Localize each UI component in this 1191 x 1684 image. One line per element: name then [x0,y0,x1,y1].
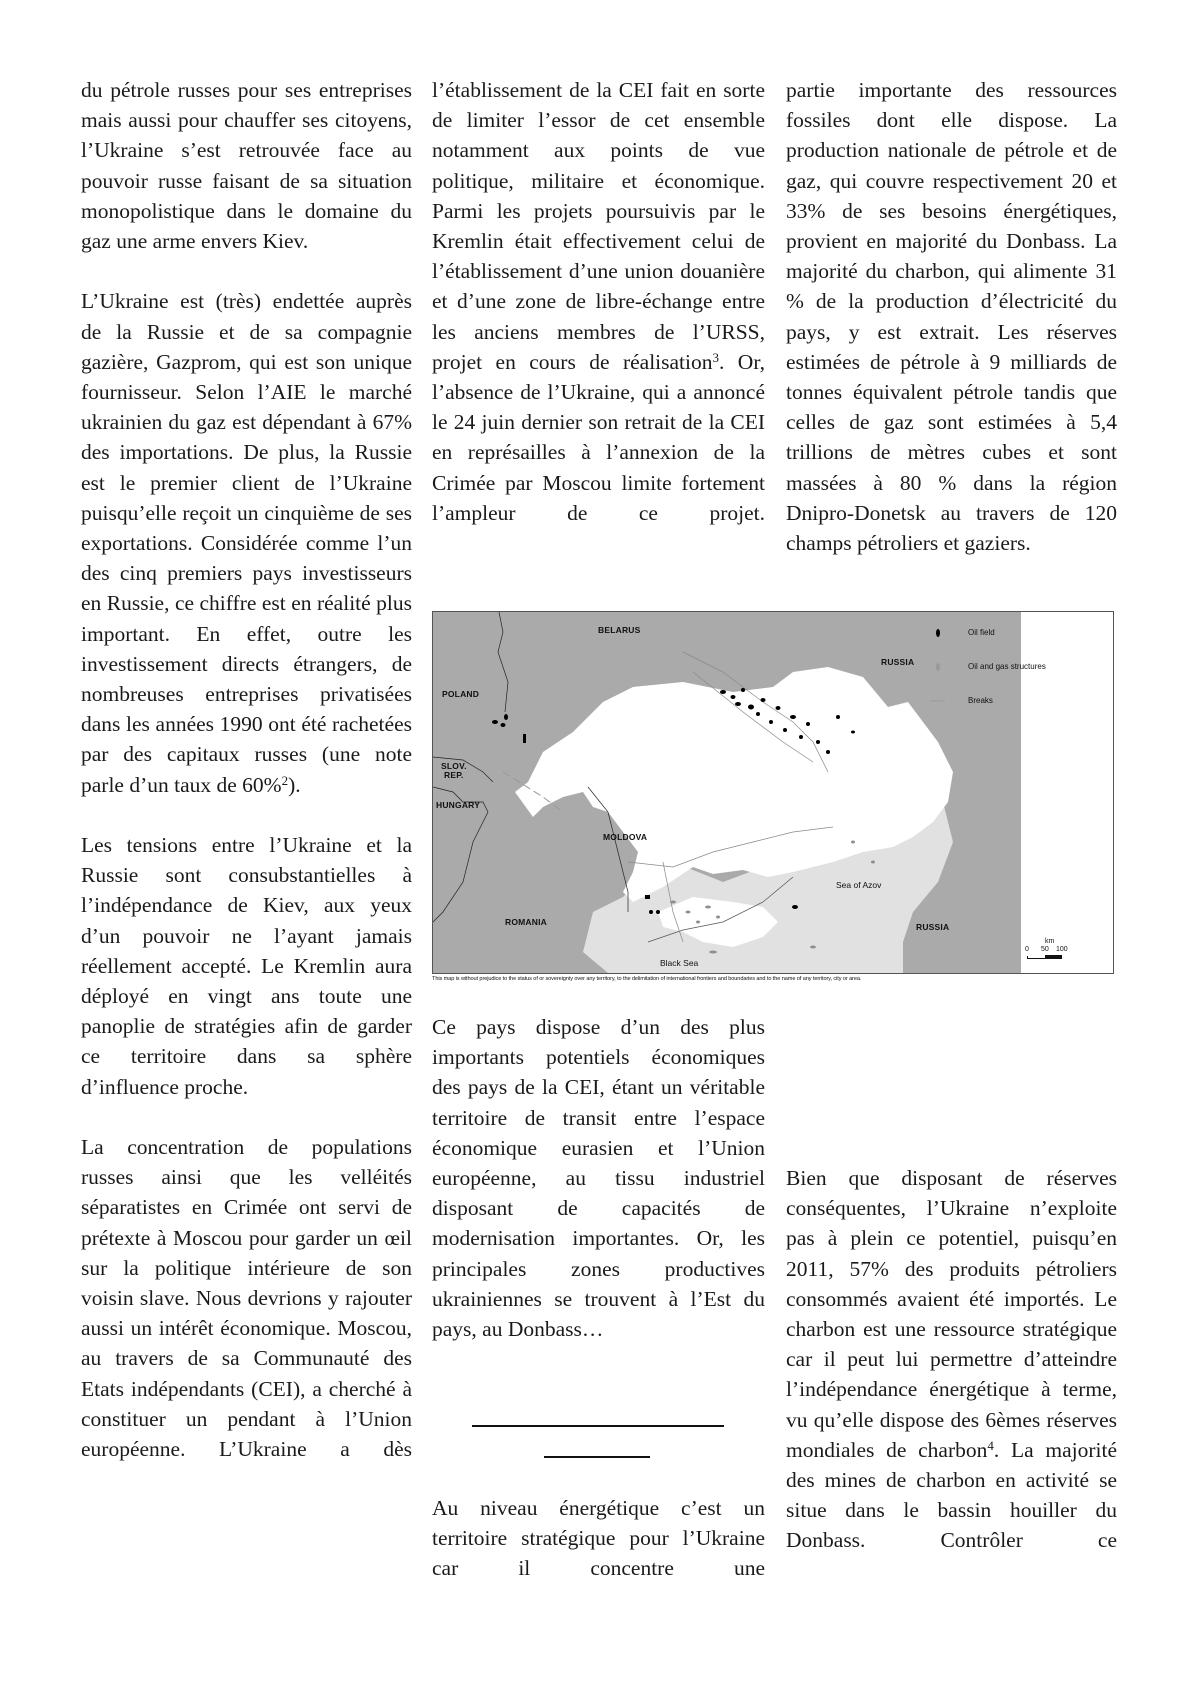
scale-bar [1025,938,1085,968]
paragraph-debt-gazprom: L’Ukraine est (très) endettée auprès de la Russie et de sa compagnie gazière, Gazprom, qui est son unique fournisseur. Selon l’AIE le marché ukrainien du gaz est dépendant à 67% des importations. De plus, la Russie est le premier client de l’Ukraine puisqu’elle reçoit un cinquième de ses exportations. Considérée comme l’un des cinq premiers pays investisseurs en Russie, ce chiffre est en réalité plus important. En effet, outre les investissement directs étrangers, de nombreuses entreprises privatisées dans les années 1990 ont été rachetées par des capitaux russes (une note parle d’un taux de 60%$^2$). [81,289,412,797]
paragraph-crimea-cei: La concentration de populations russes ainsi que les velléités séparatistes en Crimée ont servi de prétexte à Moscou pour garder un œil sur la politique intérieure de son voisin slave. Nous devrions y rajouter aussi un intérêt économique. Moscou, au travers de sa Communauté des Etats indépendants (CEI), a cherché à constituer un pendant à l’Union européenne. L’Ukraine a dès [81,1135,412,1462]
scale-tick-50: 50 [1041,946,1049,953]
label-hungary: HUNGARY [436,800,481,810]
footnote-ref-4[interactable]: 4 [987,1437,994,1453]
label-black-sea: Black Sea [660,958,699,968]
scale-bar-white [1027,956,1046,959]
middle-column-top [432,75,765,528]
label-poland: POLAND [442,689,480,699]
paragraph-fossil-resources: partie importante des ressources fossiles dont elle dispose. La production nationale de pétrole et de gaz, qui couvre respectivement 20 et 33% de ses besoins énergétiques, provient en majorité du Donbass. La majorité du charbon, qui alimente 31 % de la production d’électricité du pays, y est extrait. Les réserves estimées de pétrole à 9 milliards de tonnes équivalent pétrole tandis que celles de gaz sont estimées à 5,4 trillions de mètres cubes et sont massées à 80 % dans la région Dnipro-Donetsk au travers de 120 champs pétroliers et gaziers. [786,78,1117,556]
label-slovakia: SLOV. REP. [441,761,467,780]
middle-column-bottom [432,1012,765,1344]
ukraine-oil-gas-map [432,611,1114,974]
right-column-bottom [786,1163,1117,1556]
section-divider-long [472,1425,724,1427]
scale-tick-0: 0 [1025,946,1029,953]
right-column-top [786,75,1117,558]
footnote-ref-3[interactable]: 3 [712,349,720,365]
paragraph-customs-union: l’établissement de la CEI fait en sorte de limiter l’essor de cet ensemble notamment aux points de vue politique, militaire et économique. Parmi les projets poursuivis par le Kremlin était effectivement celui de l’établissement d’une union douanière et d’une zone de libre-échange entre les anciens membres de l’URSS, projet en cours de réalisation$^3$. Or, l’absence de l’Ukraine, qui a annoncé le 24 juin dernier son retrait de la CEI en représailles à l’annexion de la Crimée par Moscou limite fortement l’ampleur de ce projet. [432,78,766,525]
paragraph-energy-strategic: Au niveau énergétique c’est un territoire stratégique pour l’Ukraine car il concentre une [432,1496,765,1581]
label-sea-of-azov: Sea of Azov [836,880,882,890]
scale-unit: km [1045,938,1055,945]
label-romania: ROMANIA [505,917,548,927]
legend-structure-symbol [936,663,940,671]
legend-oil-field: Oil field [968,628,995,637]
legend-breaks: Breaks [968,696,993,705]
paragraph-oil-dependence: du pétrole russes pour ses entreprises mais aussi pour chauffer ses citoyens, l’Ukraine s’est retrouvée face au pouvoir russe faisant de sa situation monopolistique dans le domaine du gaz une arme envers Kiev. [81,78,412,254]
paragraph-economic-potential: Ce pays dispose d’un des plus importants potentiels économiques des pays de la CEI, étant un véritable territoire de transit entre l’espace économique eurasien et l’Union européenne, au tissu industriel disposant de capacités de modernisation importantes. Or, les principales zones productives ukrainiennes se trouvent à l’Est du pays, au Donbass… [432,1015,765,1342]
label-russia-north: RUSSIA [881,657,915,667]
label-belarus: BELARUS [598,625,641,635]
legend-oil-field-symbol [936,629,940,637]
label-moldova: MOLDOVA [603,832,648,842]
section-divider-short [544,1456,650,1458]
legend-oil-gas-structures: Oil and gas structures [968,662,1046,671]
label-russia-south: RUSSIA [916,922,950,932]
paragraph-coal-reserves: Bien que disposant de réserves conséquentes, l’Ukraine n’exploite pas à plein ce potentiel, puisqu’en 2011, 57% des produits pétroliers consommés avaient été importés. Le charbon est une ressource stratégique car il peut lui permettre d’atteindre l’indépendance énergétique à terme, vu qu’elle dispose des 6èmes réserves mondiales de charbon$^4$. La majorité des mines de charbon en activité se situe dans le bassin houiller du Donbass. Contrôler ce [786,1166,1117,1553]
footnote-ref-2[interactable]: 2 [281,772,289,788]
paragraph-tensions: Les tensions entre l’Ukraine et la Russie sont consubstantielles à l’indépendance de Kiev, aux yeux d’un pouvoir ne l’ayant jamais réellement accepté. Le Kremlin aura déployé en vingt ans toute une panoplie de stratégies afin de garder ce territoire dans sa sphère d’influence proche. [81,833,412,1099]
map-disclaimer-caption: This map is without prejudice to the status of or sovereignty over any territory, to the delimitation of international frontiers and boundaries and to the name of any territory, city or area. [432,976,862,982]
scale-bar-black [1045,955,1062,959]
middle-column-energy [432,1493,765,1584]
scale-tick-100: 100 [1056,946,1068,953]
left-column [81,75,412,1464]
